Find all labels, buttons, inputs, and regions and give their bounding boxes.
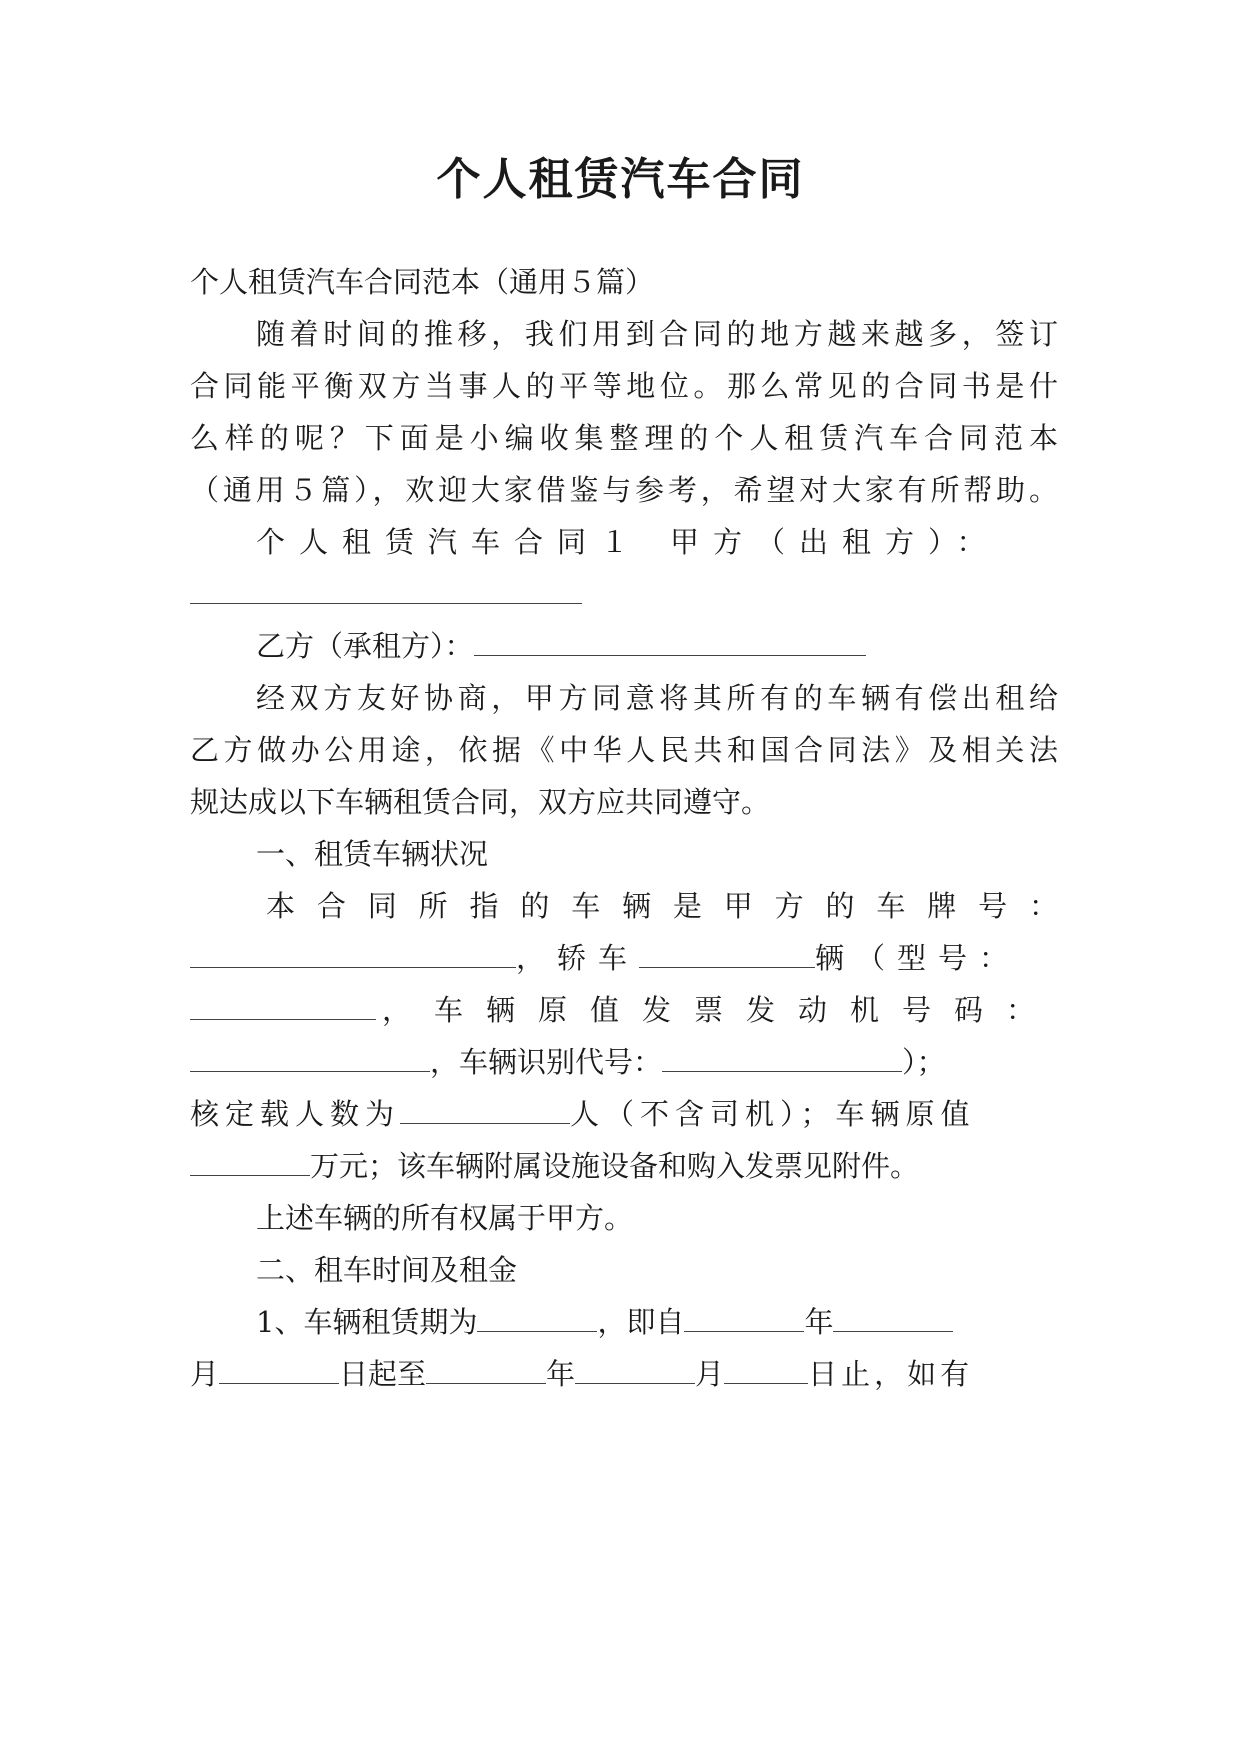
sedan-count-blank[interactable] bbox=[639, 945, 815, 968]
end-day-blank[interactable] bbox=[724, 1361, 808, 1384]
value-line bbox=[190, 1146, 1058, 1186]
start-day-blank[interactable] bbox=[219, 1361, 339, 1384]
end-day-text: 日止，如有 bbox=[808, 1357, 974, 1391]
end-year-blank[interactable] bbox=[426, 1361, 546, 1384]
lease-period-line bbox=[190, 1302, 1058, 1342]
party-a-blank-line bbox=[190, 574, 1058, 614]
subtitle-line: 个人租赁汽车合同范本（通用５篇） bbox=[190, 265, 655, 299]
vin-label: ，车辆识别代号： bbox=[430, 1045, 663, 1079]
value-text: 万元；该车辆附属设施设备和购入发票见附件。 bbox=[310, 1149, 920, 1183]
model-label: 辆（型号： bbox=[815, 941, 1021, 975]
section-1-heading: 一、租赁车辆状况 bbox=[256, 837, 489, 871]
engine-number-label: ，车辆原值发票发动机号码： bbox=[382, 993, 1059, 1027]
vin-blank[interactable] bbox=[662, 1049, 902, 1072]
model-blank[interactable] bbox=[190, 997, 376, 1020]
intro-line-3: 么样的呢？下面是小编收集整理的个人租赁汽车合同范本 bbox=[190, 421, 1058, 455]
end-year-label: 年 bbox=[546, 1357, 576, 1391]
engine-number-blank[interactable] bbox=[190, 1049, 430, 1072]
lease-period-blank[interactable] bbox=[477, 1309, 597, 1332]
party-a-label: 甲方（出租方）： bbox=[670, 525, 1000, 559]
plate-number-blank[interactable] bbox=[190, 945, 516, 968]
lease-dates-line bbox=[190, 1354, 1058, 1394]
contract-1-heading: 个人租赁汽车合同１ bbox=[256, 525, 644, 559]
intro-line-2: 合同能平衡双方当事人的平等地位。那么常见的合同书是什 bbox=[190, 369, 1058, 403]
original-value-blank[interactable] bbox=[190, 1153, 310, 1176]
year-label: 年 bbox=[804, 1305, 834, 1339]
end-month-label: 月 bbox=[695, 1357, 725, 1391]
end-month-blank[interactable] bbox=[575, 1361, 695, 1384]
engine-number-line bbox=[190, 990, 1058, 1030]
agreement-line-2: 乙方做办公用途，依据《中华人民共和国合同法》及相关法 bbox=[190, 733, 1058, 767]
vehicle-model-line bbox=[190, 938, 1058, 978]
passenger-line bbox=[190, 1094, 1058, 1134]
party-b-blank[interactable] bbox=[474, 633, 866, 656]
original-value-label: 人（不含司机）；车辆原值 bbox=[570, 1097, 976, 1131]
ownership-line: 上述车辆的所有权属于甲方。 bbox=[256, 1201, 634, 1235]
intro-line-4: （通用５篇），欢迎大家借鉴与参考，希望对大家有所帮助。 bbox=[190, 473, 1058, 507]
vehicle-plate-line: 本合同所指的车辆是甲方的车牌号： bbox=[266, 889, 1058, 923]
start-year-blank[interactable] bbox=[684, 1309, 804, 1332]
month-label: 月 bbox=[190, 1357, 220, 1391]
section-2-heading: 二、租车时间及租金 bbox=[256, 1253, 518, 1287]
intro-line-1: 随着时间的推移，我们用到合同的地方越来越多，签订 bbox=[256, 317, 1058, 351]
sedan-label: ，轿车 bbox=[516, 941, 640, 975]
vin-close: ）； bbox=[902, 1045, 946, 1079]
party-b-line bbox=[190, 626, 1058, 666]
passenger-label: 核定载人数为 bbox=[190, 1097, 401, 1131]
contract-heading-line bbox=[190, 522, 1058, 562]
start-month-blank[interactable] bbox=[833, 1309, 953, 1332]
passenger-blank[interactable] bbox=[400, 1101, 570, 1124]
agreement-line-3: 规达成以下车辆租赁合同，双方应共同遵守。 bbox=[190, 785, 771, 819]
party-b-label: 乙方（承租方）： bbox=[256, 629, 474, 663]
agreement-line-1: 经双方友好协商，甲方同意将其所有的车辆有偿出租给 bbox=[256, 681, 1058, 715]
party-a-blank[interactable] bbox=[190, 581, 582, 604]
until-label: 日起至 bbox=[339, 1357, 427, 1391]
vin-line bbox=[190, 1042, 1058, 1082]
lease-period-label: 1、车辆租赁期为 bbox=[256, 1305, 478, 1339]
document-title: 个人租赁汽车合同 bbox=[436, 154, 805, 205]
from-label: ，即自 bbox=[597, 1305, 685, 1339]
